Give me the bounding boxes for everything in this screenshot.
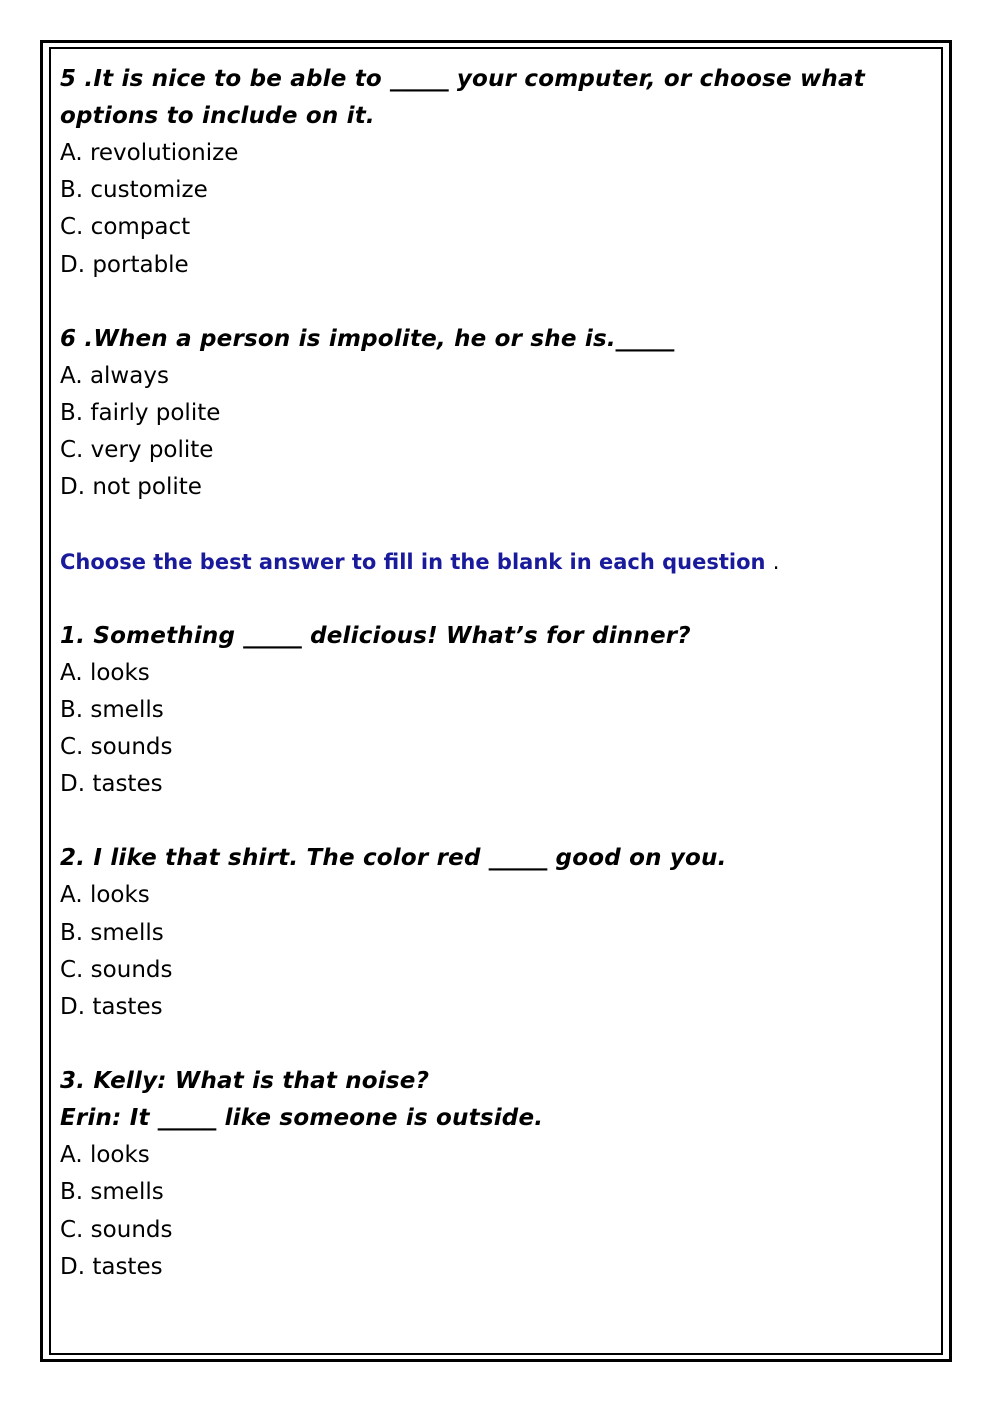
- option-a: A. revolutionize: [60, 140, 239, 166]
- question-text: options to include on it.: [60, 103, 375, 129]
- option-c: C. compact: [60, 214, 191, 241]
- question-text: Erin: It _____ like someone is outside.: [60, 1105, 544, 1132]
- question-text: 5 .It is nice to be able to _____ your computer, or choose what: [60, 66, 865, 92]
- option-c: C. sounds: [60, 734, 173, 761]
- option-d: D. tastes: [60, 1253, 163, 1280]
- question-3: [60, 1063, 920, 1286]
- worksheet-content: [60, 61, 920, 1286]
- option-d: D. portable: [60, 251, 189, 278]
- option-d: D. tastes: [60, 994, 163, 1021]
- question-5: [60, 61, 920, 284]
- question-1: [60, 618, 920, 804]
- question-2: [60, 840, 920, 1026]
- question-text: 3. Kelly: What is that noise?: [60, 1068, 430, 1095]
- section-heading-text: Choose the best answer to fill in the blank in each question: [60, 549, 766, 574]
- section-heading-period: .: [772, 549, 780, 574]
- option-d: D. tastes: [60, 771, 163, 798]
- section-heading: [60, 544, 920, 581]
- question-text: 2. I like that shirt. The color red _____ good on you.: [60, 845, 727, 872]
- option-c: C. very polite: [60, 437, 214, 464]
- option-a: A. looks: [60, 659, 150, 686]
- option-b: B. fairly polite: [60, 400, 221, 427]
- option-a: A. always: [60, 362, 169, 389]
- option-b: B. smells: [60, 919, 164, 946]
- option-a: A. looks: [60, 1142, 150, 1169]
- option-c: C. sounds: [60, 956, 173, 983]
- option-b: B. customize: [60, 177, 208, 204]
- question-text: 1. Something _____ delicious! What’s for dinner?: [60, 622, 691, 649]
- option-d: D. not polite: [60, 474, 202, 501]
- option-b: B. smells: [60, 696, 164, 723]
- question-text: 6 .When a person is impolite, he or she is._____: [60, 325, 675, 352]
- option-b: B. smells: [60, 1179, 164, 1206]
- question-6: [60, 321, 920, 507]
- option-a: A. looks: [60, 882, 150, 909]
- option-c: C. sounds: [60, 1216, 173, 1243]
